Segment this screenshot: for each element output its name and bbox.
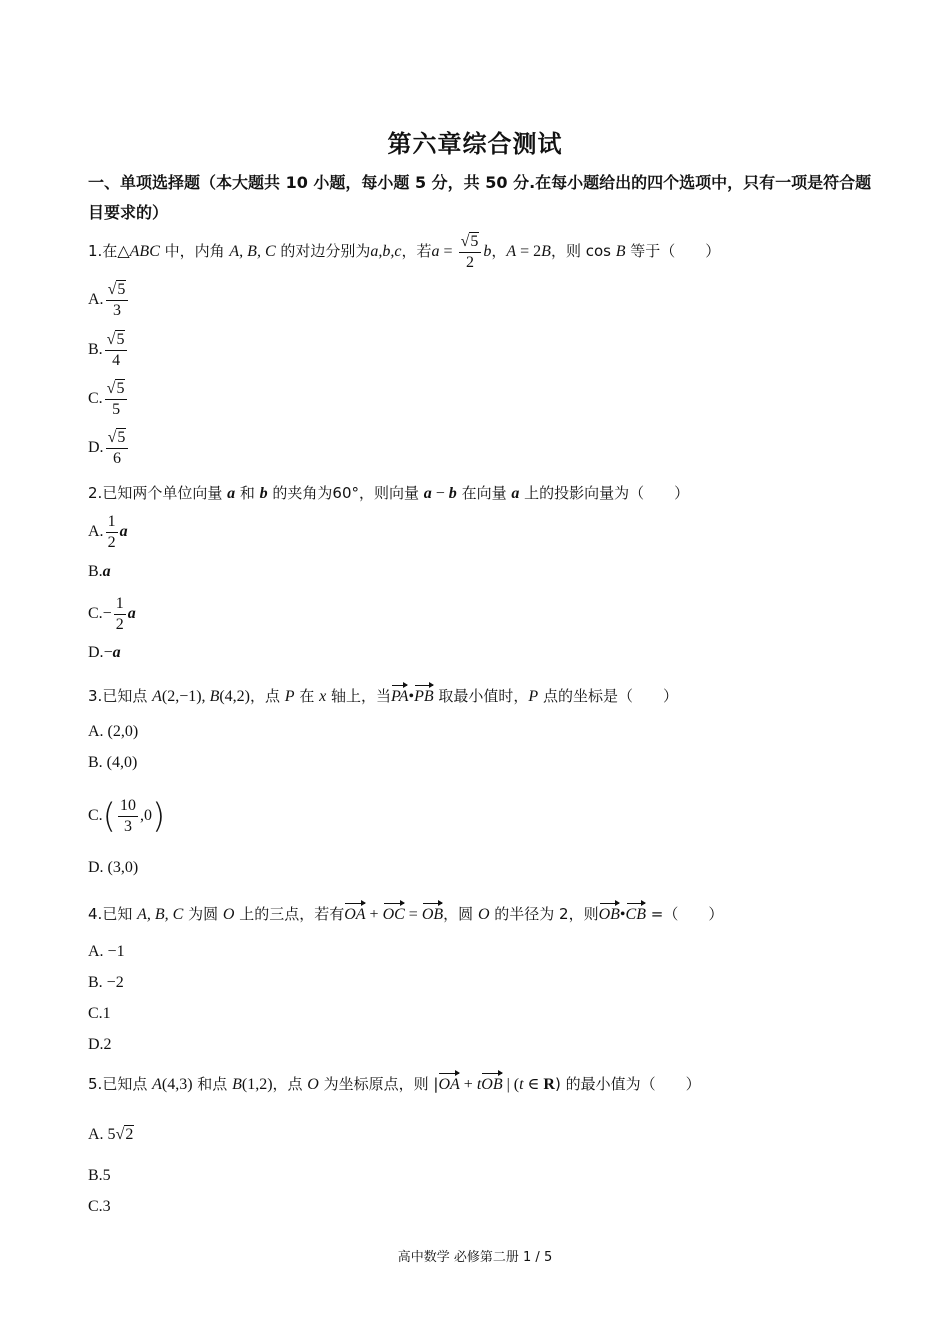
q3-option-c: C.( $\frac{10}{3}$ ,0) <box>88 796 166 837</box>
q2-option-c: C.− $\frac{1}{2}$ a <box>88 595 136 633</box>
page-footer: 高中数学 必修第二册 1 / 5 <box>397 1250 553 1265</box>
q5-option-b: B.5 <box>88 1167 111 1184</box>
q3-option-a: A. (2,0) <box>88 723 139 740</box>
question-4: 4.已知 A, B, C 为圆 O 上的三点，若有OA + OC = OB，圆 O 的半径为 2，则OB•CB =（ ） <box>88 900 723 924</box>
q2-option-b: B.a <box>88 563 111 580</box>
section-heading: 一、单项选择题（本大题共 10 小题，每小题 5 分，共 50 分.在每小题给出的四个选项中，只有一项是符合题目要求的） <box>88 173 872 222</box>
q1-option-c: C. $\frac{√5}{5}$ <box>88 379 129 420</box>
q4-option-a: A. −1 <box>88 943 125 960</box>
q4-option-d: D.2 <box>88 1036 112 1053</box>
q2-option-d: D.−a <box>88 644 121 661</box>
question-5: 5.已知点 A(4,3) 和点 B(1,2)，点 O 为坐标原点，则 |OA + tOB | (t ∈ R) 的最小值为（ ） <box>88 1070 701 1094</box>
q3-option-d: D. (3,0) <box>88 859 139 876</box>
q1-option-a: A. $\frac{√5}{3}$ <box>88 280 130 321</box>
q5-option-c: C.3 <box>88 1198 111 1215</box>
question-3: 3.已知点 A(2,−1), B(4,2)，点 P 在 x 轴上，当PA•PB 取最小值时，P 点的坐标是（ ） <box>88 682 678 706</box>
page-title: 第六章综合测试 <box>387 130 563 158</box>
question-2: 2.已知两个单位向量 a 和 b 的夹角为60°，则向量 a − b 在向量 a 上的投影向量为（ ） <box>88 484 690 502</box>
q4-option-c: C.1 <box>88 1005 111 1022</box>
q3-option-b: B. (4,0) <box>88 754 138 771</box>
question-1: 1.在△ABC 中，内角 A, B, C 的对边分别为a,b,c，若a = $\frac{√5}{2}$ b，A = 2B，则 cos B 等于（ ） <box>88 233 721 271</box>
q4-option-b: B. −2 <box>88 974 124 991</box>
q1-option-d: D. $\frac{√5}{6}$ <box>88 428 130 469</box>
q2-option-a: A. $\frac{1}{2}$ a <box>88 513 128 551</box>
fraction: $\frac{√5}{2}$ <box>459 232 482 273</box>
q5-option-a: A. 5√2 <box>88 1126 134 1143</box>
q1-option-b: B. $\frac{√5}{4}$ <box>88 330 129 371</box>
